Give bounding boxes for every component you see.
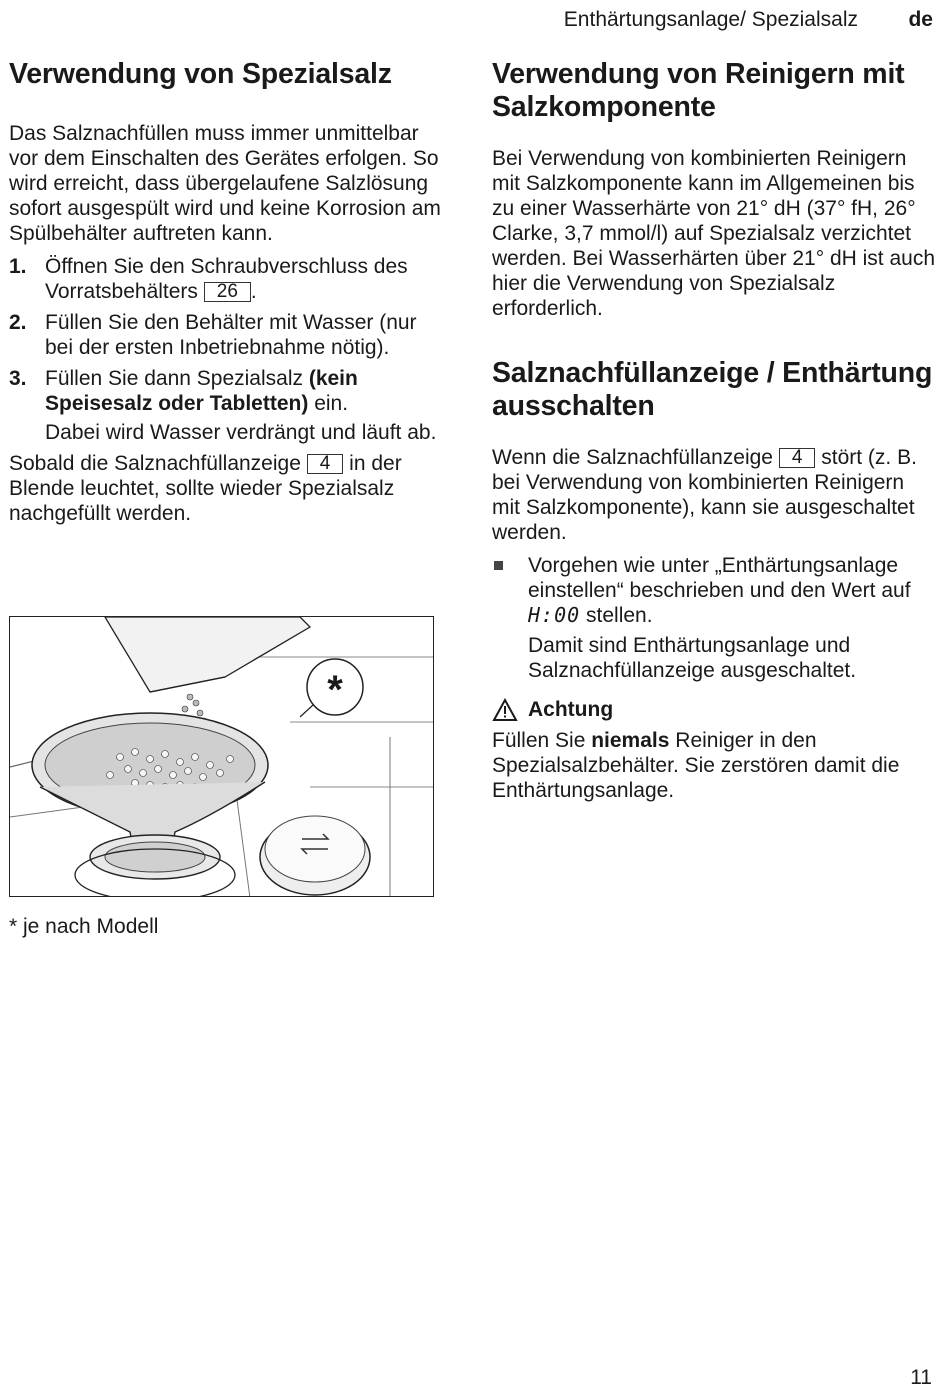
step-1 <box>9 254 449 304</box>
step-text: Öffnen Sie den Schraubverschluss des Vorratsbehälters <box>45 255 408 303</box>
display-ref-box: 4 <box>307 454 344 474</box>
warning-triangle-icon <box>492 698 518 722</box>
warning-title: Achtung <box>528 698 614 721</box>
step-2 <box>9 310 449 360</box>
display-ref-box: 26 <box>204 282 251 302</box>
header-section-title: Enthärtungsanlage/ Spezialsalz <box>563 8 858 31</box>
closing-paragraph <box>9 451 449 526</box>
model-dependent-star: * <box>327 668 343 712</box>
step-3 <box>9 366 449 445</box>
warning-text-end: Reiniger in den Spezialsalzbehälter. Sie zerstören damit die Enthärtungsanlage. <box>492 729 900 802</box>
warning-text-bold: niemals <box>591 729 670 752</box>
step-text: Füllen Sie den Behälter mit Wasser (nur bei der ersten Inbetriebnahme nötig). <box>45 311 417 359</box>
paragraph-ausschalten <box>492 445 937 545</box>
section-title-ausschalten: Salznachfüllanzeige / Enthärtung ausschalten <box>492 357 933 422</box>
display-ref-box: 4 <box>779 448 816 468</box>
bullet-sub-text: Damit sind Enthärtungsanlage und Salznachfüllanzeige ausgeschaltet. <box>528 634 857 682</box>
page-header <box>0 6 950 36</box>
salt-filling-illustration <box>9 616 434 897</box>
closing-text-end: in der Blende leuchtet, sollte wieder Spezialsalz nachgefüllt werden. <box>9 452 402 525</box>
header-language: de <box>908 8 933 31</box>
closing-text-start: Sobald die Salznachfüllanzeige <box>9 452 301 475</box>
step-text: Füllen Sie dann Spezialsalz <box>45 367 309 390</box>
step-number: 3. <box>9 367 27 390</box>
section-title-spezialsalz: Verwendung von Spezialsalz <box>9 58 392 90</box>
step-sub-text: Dabei wird Wasser verdrängt und läuft ab. <box>45 421 437 444</box>
paragraph-text-end: stört (z. B. bei Verwendung von kombinierten Reinigern mit Salzkomponente), kann sie ausgeschaltet werden. <box>492 446 917 544</box>
intro-paragraph: Das Salznachfüllen muss immer unmittelbar vor dem Einschalten des Gerätes erfolgen. So wird erreicht, dass übergelaufene Salzlösung sofort ausgespült wird und keine Korrosion am Spülbehälter auftreten kann. <box>9 122 441 245</box>
step-number: 1. <box>9 255 27 278</box>
step-text-bold: (kein Speisesalz oder Tabletten) <box>45 367 358 415</box>
instruction-bullet <box>492 553 937 683</box>
step-number: 2. <box>9 311 27 334</box>
display-code: H:00 <box>528 603 581 627</box>
warning-heading <box>492 697 937 722</box>
warning-paragraph <box>492 728 937 803</box>
bullet-text: Vorgehen wie unter „Enthärtungsanlage einstellen“ beschrieben und den Wert auf <box>528 554 911 602</box>
page-number: 11 <box>910 1366 932 1389</box>
footnote: * je nach Modell <box>9 915 159 938</box>
bullet-text-end: stellen. <box>586 604 653 627</box>
paragraph-salzkomponente: Bei Verwendung von kombinierten Reinigern mit Salzkomponente kann im Allgemeinen bis zu einer Wasserhärte von 21° dH (37° fH, 26° Clarke, 3,7 mmol/l) auf Spezialsalz verzichtet werden. Bei Wasserhärten über 21° dH ist auch hier die Verwendung von Spezialsalz erforderlich. <box>492 147 936 320</box>
section-title-salzkomponente: Verwendung von Reinigern mit Salzkomponente <box>492 58 905 123</box>
right-column <box>492 58 937 803</box>
left-column <box>9 58 449 526</box>
step-punct: . <box>250 280 257 303</box>
step-text-end: ein. <box>308 392 349 415</box>
bullet-square-icon <box>494 561 503 570</box>
warning-text-start: Füllen Sie <box>492 729 592 752</box>
paragraph-text-start: Wenn die Salznachfüllanzeige <box>492 446 773 469</box>
